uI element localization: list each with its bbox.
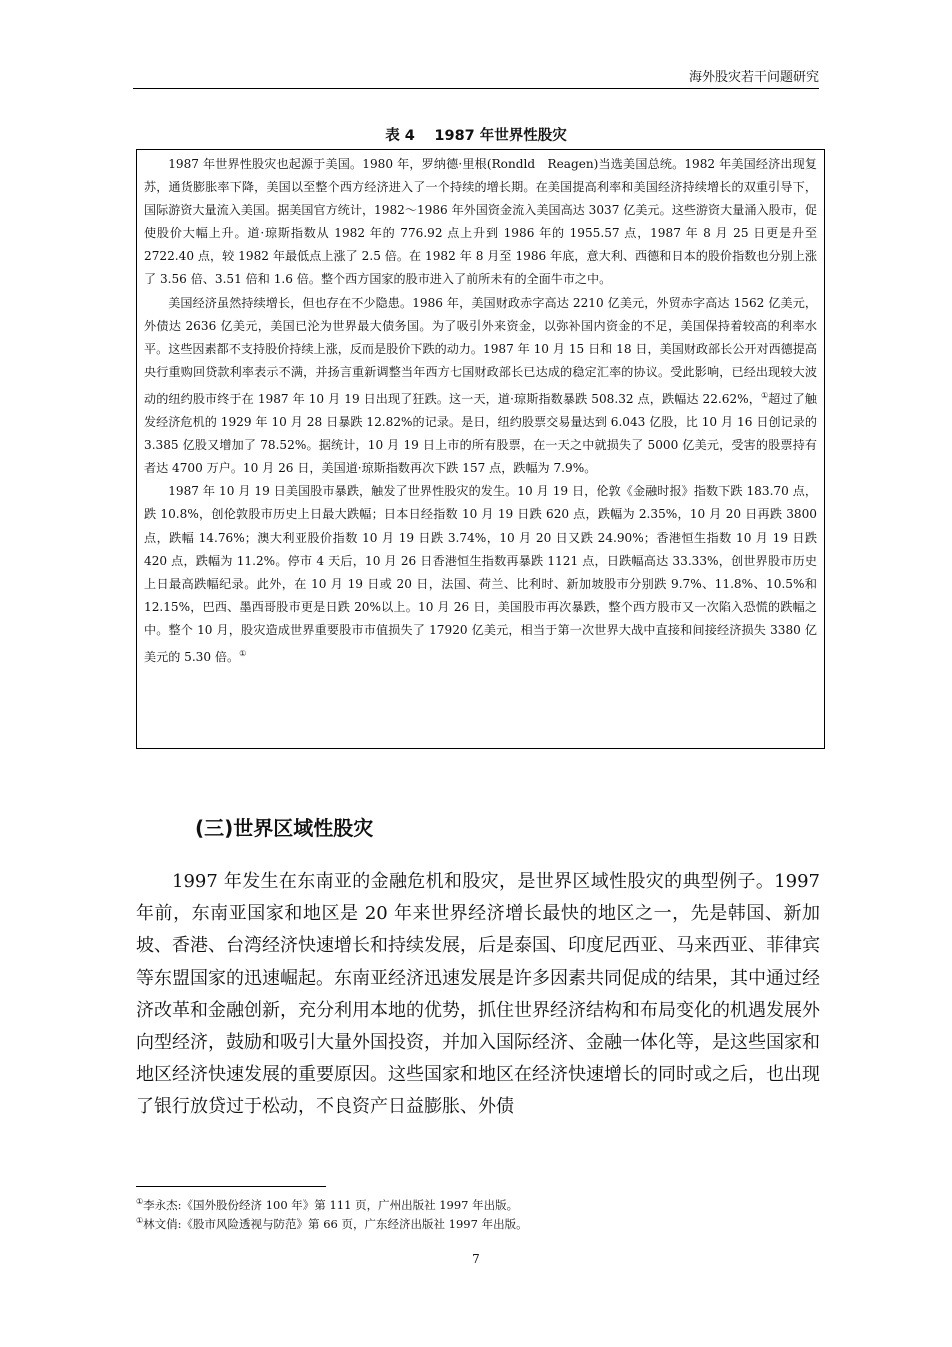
running-header xyxy=(133,64,819,89)
footnote-1-text: 李永杰:《国外股份经济 100 年》第 111 页，广州出版社 1997 年出版。 xyxy=(143,1197,519,1212)
table-paragraph-1: 1987 年世界性股灾也起源于美国。1980 年，罗纳德·里根(Rondld Reagen)当选美国总统。1982 年美国经济出现复苏，通货膨胀率下降，美国以至整个西方经济进入了一个持续的增长期。在美国提高利率和美国经济持续增长的双重引导下，国际游资大量流入美国。据美国官方统计，1982～1986 年外国资金流入美国高达 3037 亿美元。这些游资大量涌入股市，促使股价大幅上升。道·琼斯指数从 1982 年的 776.92 点上升到 1986 年的 1955.57 点，1987 年 8 月 25 日更是升至 2722.40 点，较 1982 年最低点上涨了 2.5 倍。在 1982 年 8 月至 1986 年底，意大利、西德和日本的股价指数也分别上涨了 3.56 倍、3.51 倍和 1.6 倍。整个西方国家的股市进入了前所未有的全面牛市之中。 xyxy=(144,157,817,287)
body-paragraph: 1997 年发生在东南亚的金融危机和股灾，是世界区域性股灾的典型例子。1997 年前，东南亚国家和地区是 20 年来世界经济增长最快的地区之一，先是韩国、新加坡、香港、台湾经济快速增长和持续发展，后是泰国、印度尼西亚、马来西亚、菲律宾等东盟国家的迅速崛起。东南亚经济迅速发展是许多因素共同促成的结果，其中通过经济改革和金融创新，充分利用本地的优势，抓住世界经济结构和布局变化的机遇发展外向型经济，鼓励和吸引大量外国投资，并加入国际经济、金融一体化等，是这些国家和地区经济快速发展的重要原因。这些国家和地区在经济快速增长的同时或之后，也出现了银行放贷过于松动，不良资产日益膨胀、外债 xyxy=(136,871,820,1118)
footnote-2 xyxy=(136,1213,820,1232)
table-title: 表 4 1987 年世界性股灾 xyxy=(385,128,567,144)
footnote-2-text: 林文俏:《股市风险透视与防范》第 66 页，广东经济出版社 1997 年出版。 xyxy=(143,1216,528,1231)
table-box xyxy=(136,149,825,749)
table-paragraph-3-text: 1987 年 10 月 19 日美国股市暴跌，触发了世界性股灾的发生。10 月 19 日，伦敦《金融时报》指数下跌 183.70 点，跌 10.8%，创伦敦股市历史上日最大跌幅；日本日经指数 10 月 19 日跌 620 点，跌幅为 2.35%，10 月 20 日再跌 3800 点，跌幅 14.76%；澳大利亚股价指数 10 月 19 日跌 3.74%，10 月 20 日又跌 24.90%；香港恒生指数 10 月 19 日跌 420 点，跌幅为 11.2%。停市 4 天后，10 月 26 日香港恒生指数再暴跌 1121 点，日跌幅高达 33.33%，创世界股市历史上日最高跌幅纪录。此外，在 10 月 19 日或 20 日，法国、荷兰、比利时、新加坡股市分别跌 9.7%、11.8%、10.5%和 12.15%，巴西、墨西哥股市更是日跌 20%以上。10 月 26 日，美国股市再次暴跌，整个西方股市又一次陷入恐慌的跌幅之中。整个 10 月，股灾造成世界重要股市市值损失了 17920 亿美元，相当于第一次世界大战中直接和间接经济损失 3380 亿美元的 5.30 倍。 xyxy=(144,484,817,665)
footnote-marker-1: ① xyxy=(760,390,769,400)
footnote-divider xyxy=(136,1186,326,1187)
table-paragraph-2-cont: 超过了触发经济危机的 1929 年 10 月 28 日暴跌 12.82%的记录。是日，纽约股票交易量达到 6.043 亿股，比 10 月 16 日创记录的 3.385 亿股又增加了 78.52%。据统计，10 月 19 日上市的所有股票，在一天之中就损失了 5000 亿美元，受害的股票持有者达 4700 万户。10 月 26 日，美国道·琼斯指数再次下跌 157 点，跌幅为 7.9%。 xyxy=(144,391,817,476)
running-header-title: 海外股灾若干问题研究 xyxy=(688,70,819,85)
table-paragraph-3 xyxy=(144,480,817,669)
footnote-1 xyxy=(136,1194,820,1213)
footnotes xyxy=(136,1194,820,1232)
page-number: 7 xyxy=(472,1252,480,1266)
footnote-1-mark: ① xyxy=(136,1197,144,1206)
footnote-marker-2: ① xyxy=(239,649,247,658)
section-heading: (三)世界区域性股灾 xyxy=(195,816,374,840)
footnote-2-mark: ① xyxy=(136,1215,144,1225)
table-paragraph-2-text: 美国经济虽然持续增长，但也存在不少隐患。1986 年，美国财政赤字高达 2210 亿美元，外贸赤字高达 1562 亿美元，外债达 2636 亿美元，美国已沦为世界最大债务国。为了吸引外来资金，以弥补国内资金的不足，美国保持着较高的利率水平。这些因素都不支持股价持续上涨，反而是股价下跌的动力。1987 年 10 月 15 日和 18 日，美国财政部长公开对西德提高央行重购回贷款利率表示不满，并扬言重新调整当年西方七国财政部长已达成的稳定汇率的协议。受此影响，已经出现较大波动的纽约股市终于在 1987 年 10 月 19 日出现了狂跌。这一天，道·琼斯指数暴跌 508.32 点，跌幅达 22.62%， xyxy=(144,295,817,406)
table-paragraph-2 xyxy=(144,292,817,481)
